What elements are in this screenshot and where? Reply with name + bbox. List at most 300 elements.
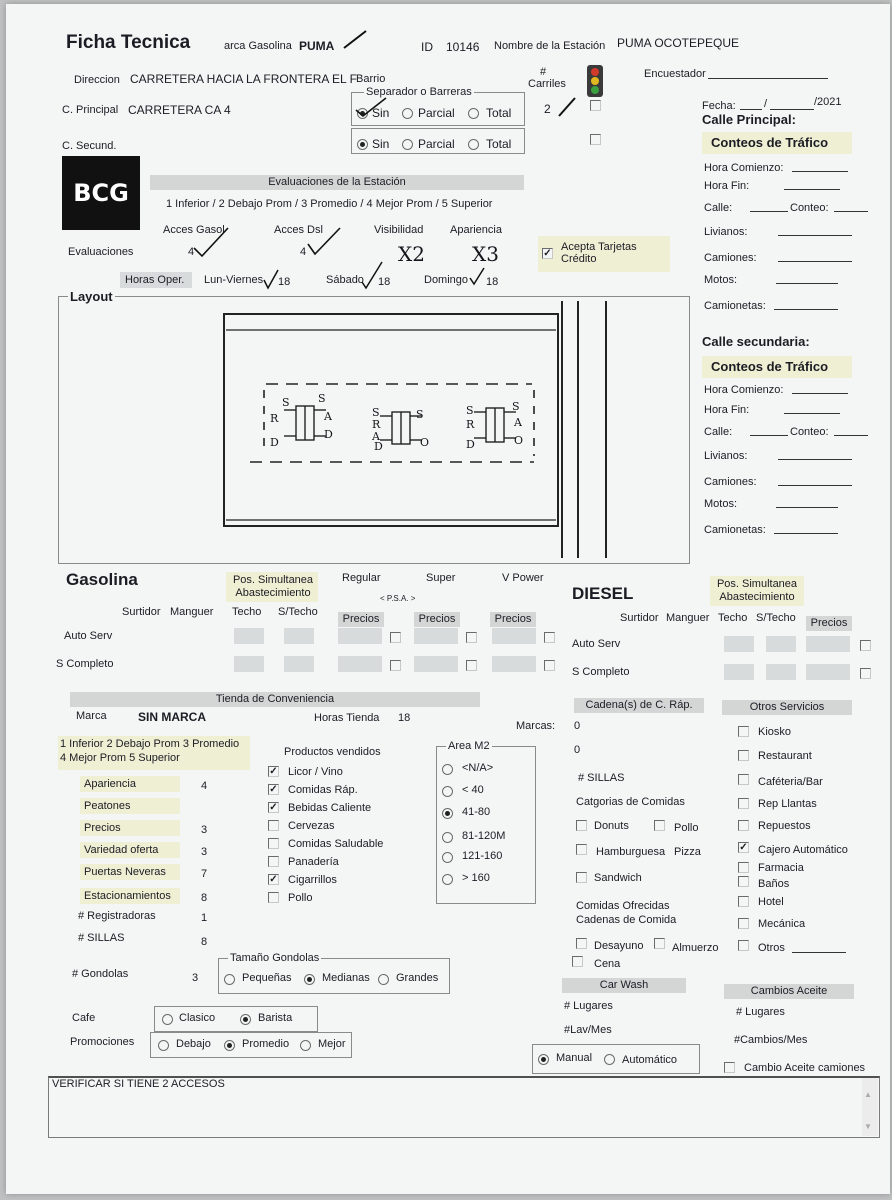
gas-scompleto-precio-regular[interactable] bbox=[338, 656, 382, 672]
gas-autoserv-techo[interactable] bbox=[234, 628, 264, 644]
tienda-marca-label: Marca bbox=[76, 710, 107, 722]
camiones-label-principal: Camiones: bbox=[704, 252, 757, 264]
conteo-line-secundaria[interactable] bbox=[834, 435, 868, 436]
carriles-label: # Carriles bbox=[528, 66, 566, 90]
diesel-title: DIESEL bbox=[572, 584, 634, 603]
radio-parcial-label: Parcial bbox=[418, 106, 455, 120]
carriles-check-secundaria[interactable] bbox=[590, 134, 601, 145]
diesel-autoserv-techo[interactable] bbox=[724, 636, 754, 652]
gasolina-row-scompleto: S Completo bbox=[56, 658, 114, 670]
cadena-sillas-label: # SILLAS bbox=[578, 772, 625, 784]
aceite-cambios-label: #Cambios/Mes bbox=[734, 1034, 808, 1046]
scroll-down-icon[interactable]: ▼ bbox=[864, 1122, 872, 1131]
handwritten-check-acces-gasol bbox=[192, 226, 232, 260]
calle-line-principal[interactable] bbox=[750, 211, 788, 212]
gas-autoserv-stecho[interactable] bbox=[284, 628, 314, 644]
camiones-line-secundaria[interactable] bbox=[778, 485, 852, 486]
bcg-logo: BCG bbox=[62, 156, 140, 230]
pump-letter: R bbox=[466, 418, 475, 431]
cadenas-comida-label: Cadenas de Comida bbox=[576, 914, 677, 926]
tamano-title: Tamaño Gondolas bbox=[230, 952, 320, 964]
cafe-label-clasico: Clasico bbox=[179, 1012, 216, 1024]
lun-viernes-value: 18 bbox=[278, 276, 291, 288]
cafe-radio-clasico[interactable] bbox=[162, 1014, 173, 1025]
motos-label-principal: Motos: bbox=[704, 274, 738, 286]
servicio-check-farmacia[interactable] bbox=[738, 862, 749, 873]
pump-letter: D bbox=[374, 440, 383, 453]
hora-comienzo-label-principal: Hora Comienzo: bbox=[704, 162, 784, 174]
tienda-horas-value: 18 bbox=[398, 712, 411, 724]
rating-label-registradoras: # Registradoras bbox=[78, 910, 156, 922]
handwritten-carriles-mark bbox=[556, 96, 578, 118]
diesel-autoserv-stecho[interactable] bbox=[766, 636, 796, 652]
servicio-label-kiosko: Kiosko bbox=[758, 726, 792, 738]
carwash-lugares-label: # Lugares bbox=[564, 1000, 613, 1012]
tienda-scale-a: 1 Inferior 2 Debajo Prom 3 Promedio bbox=[60, 738, 240, 750]
producto-check-licor[interactable]: ✓ bbox=[269, 766, 278, 777]
comida-label-desayuno: Desayuno bbox=[594, 940, 644, 952]
livianos-label-secundaria: Livianos: bbox=[704, 450, 748, 462]
fecha-day-line bbox=[740, 109, 762, 110]
rating-value-sillas: 8 bbox=[201, 936, 208, 948]
rating-value-precios: 3 bbox=[201, 824, 208, 836]
radio-total-label-2: Total bbox=[486, 137, 512, 151]
tamano-radio-medianas[interactable] bbox=[304, 974, 315, 985]
area-title: Area M2 bbox=[448, 740, 490, 752]
area-radio-na[interactable] bbox=[442, 764, 453, 775]
radio-total-label: Total bbox=[486, 106, 512, 120]
pump-letter: R bbox=[270, 412, 279, 425]
gas-autoserv-check-regular[interactable] bbox=[390, 632, 401, 643]
gas-scompleto-techo[interactable] bbox=[234, 656, 264, 672]
cafe-radio-barista[interactable] bbox=[240, 1014, 251, 1025]
categoria-check-donuts[interactable] bbox=[576, 820, 587, 831]
pump-letter: S bbox=[512, 400, 520, 413]
otros-servicios-header: Otros Servicios bbox=[722, 700, 852, 715]
producto-label-cervezas: Cervezas bbox=[288, 820, 335, 832]
tamano-label-grandes: Grandes bbox=[396, 972, 439, 984]
diesel-autoserv-precio[interactable] bbox=[806, 636, 850, 652]
layout-label: Layout bbox=[70, 289, 113, 304]
camiones-line-principal[interactable] bbox=[778, 261, 852, 262]
csecund-label: C. Secund. bbox=[62, 140, 117, 152]
area-radio-40[interactable] bbox=[442, 786, 453, 797]
servicio-label-mecanica: Mecánica bbox=[758, 918, 806, 930]
comida-check-desayuno[interactable] bbox=[576, 938, 587, 949]
producto-check-cigarrillos[interactable]: ✓ bbox=[269, 874, 278, 885]
tienda-horas-label: Horas Tienda bbox=[314, 712, 380, 724]
fecha-label: Fecha: bbox=[702, 100, 736, 112]
area-label-na: <N/A> bbox=[462, 762, 494, 774]
categoria-label-donuts: Donuts bbox=[594, 820, 629, 832]
camionetas-line-principal[interactable] bbox=[774, 309, 838, 310]
pump-letter: A bbox=[372, 430, 380, 443]
pump-letter: O bbox=[514, 434, 524, 447]
diesel-scompleto-techo[interactable] bbox=[724, 664, 754, 680]
gondolas-label: # Gondolas bbox=[72, 968, 129, 980]
servicio-check-hotel[interactable] bbox=[738, 896, 749, 907]
tienda-marca-value: SIN MARCA bbox=[138, 710, 206, 724]
producto-check-bebidas[interactable]: ✓ bbox=[269, 802, 278, 813]
producto-label-saludable: Comidas Saludable bbox=[288, 838, 384, 850]
tienda-header: Tienda de Conveniencia bbox=[70, 692, 480, 707]
eval-acces-gasol-label: Acces Gasol bbox=[163, 224, 225, 236]
carwash-lavmes-label: #Lav/Mes bbox=[564, 1024, 612, 1036]
camionetas-label-principal: Camionetas: bbox=[704, 300, 766, 312]
fecha-year: /2021 bbox=[814, 96, 842, 108]
servicio-check-otros[interactable] bbox=[738, 940, 749, 951]
categoria-label-pizza: Pizza bbox=[674, 846, 701, 858]
gas-autoserv-precio-super[interactable] bbox=[414, 628, 458, 644]
eval-acces-dsl-label: Acces Dsl bbox=[274, 224, 323, 236]
comida-check-almuerzo[interactable] bbox=[654, 938, 665, 949]
gasolina-precios-regular: Precios bbox=[338, 612, 384, 627]
servicio-label-banos: Baños bbox=[758, 878, 790, 890]
direccion-value: CARRETERA HACIA LA FRONTERA EL F bbox=[130, 72, 357, 86]
radio-parcial-principal[interactable] bbox=[402, 108, 413, 119]
servicio-check-cajero[interactable]: ✓ bbox=[739, 842, 748, 853]
camiones-label-secundaria: Camiones: bbox=[704, 476, 757, 488]
gasolina-title: Gasolina bbox=[66, 570, 138, 589]
tamano-label-pequenas: Pequeñas bbox=[242, 972, 292, 984]
radio-total-principal[interactable] bbox=[468, 108, 479, 119]
servicio-check-kiosko[interactable] bbox=[738, 726, 749, 737]
gas-scompleto-check-regular[interactable] bbox=[390, 660, 401, 671]
hora-fin-line-principal[interactable] bbox=[784, 189, 840, 190]
comida-label-cena: Cena bbox=[594, 958, 621, 970]
promo-radio-promedio[interactable] bbox=[224, 1040, 235, 1051]
rating-value-apariencia: 4 bbox=[201, 780, 208, 792]
rating-label-estacionamientos: Estacionamientos bbox=[84, 890, 171, 902]
servicio-label-cajero: Cajero Automático bbox=[758, 844, 848, 856]
notes-text: VERIFICAR SI TIENE 2 ACCESOS bbox=[52, 1078, 225, 1090]
handwritten-slash-mark bbox=[340, 28, 370, 50]
producto-check-comidas[interactable]: ✓ bbox=[269, 784, 278, 795]
gas-autoserv-check-vpower[interactable] bbox=[544, 632, 555, 643]
domingo-label: Domingo bbox=[424, 274, 469, 286]
promo-label-mejor: Mejor bbox=[318, 1038, 346, 1050]
conteos-title-principal: Conteos de Tráfico bbox=[711, 135, 829, 150]
camionetas-label-secundaria: Camionetas: bbox=[704, 524, 766, 536]
gasolina-col-techo: Techo bbox=[232, 606, 262, 618]
servicio-check-cafeteria[interactable] bbox=[738, 774, 749, 785]
encuestador-line bbox=[708, 78, 828, 79]
gasolina-super-label: Super bbox=[426, 572, 456, 584]
gas-autoserv-precio-vpower[interactable] bbox=[492, 628, 536, 644]
gas-autoserv-check-super[interactable] bbox=[466, 632, 477, 643]
cadena-marcas-value: 0 bbox=[574, 720, 581, 732]
conteo-label-secundaria: Conteo: bbox=[790, 426, 829, 438]
radio-parcial-secundaria[interactable] bbox=[402, 139, 413, 150]
eval-visibilidad-label: Visibilidad bbox=[374, 224, 424, 236]
carwash-label-automatico: Automático bbox=[622, 1054, 678, 1066]
categoria-check-sandwich[interactable] bbox=[576, 872, 587, 883]
pump-letter: D bbox=[270, 436, 279, 449]
comida-check-cena[interactable] bbox=[572, 956, 583, 967]
area-radio-41-80[interactable] bbox=[442, 808, 453, 819]
tamano-label-medianas: Medianas bbox=[322, 972, 370, 984]
categoria-check-hamburguesa[interactable] bbox=[576, 844, 587, 855]
diesel-scompleto-precio[interactable] bbox=[806, 664, 850, 680]
area-radio-81-120[interactable] bbox=[442, 832, 453, 843]
rating-value-registradoras: 1 bbox=[201, 912, 208, 924]
calle-line-secundaria[interactable] bbox=[750, 435, 788, 436]
diesel-row-scompleto: S Completo bbox=[572, 666, 630, 678]
rating-label-precios: Precios bbox=[84, 822, 121, 834]
gasolina-col-stecho: S/Techo bbox=[278, 606, 318, 618]
producto-label-comidas: Comidas Ráp. bbox=[288, 784, 358, 796]
area-label-40: < 40 bbox=[462, 784, 484, 796]
area-label-81-120: 81-120M bbox=[462, 830, 506, 842]
comidas-ofrecidas-label: Comidas Ofrecidas bbox=[576, 900, 670, 912]
gas-scompleto-precio-super[interactable] bbox=[414, 656, 458, 672]
tamano-radio-grandes[interactable] bbox=[378, 974, 389, 985]
rating-label-apariencia: Apariencia bbox=[84, 778, 136, 790]
cadena-marcas-label: Marcas: bbox=[516, 720, 556, 732]
station-label: Nombre de la Estación bbox=[494, 40, 606, 52]
radio-sin-label: Sin bbox=[372, 106, 390, 120]
servicio-check-mecanica[interactable] bbox=[738, 918, 749, 929]
barrio-label: Barrio bbox=[356, 73, 386, 85]
promociones-label: Promociones bbox=[70, 1036, 135, 1048]
hora-fin-line-secundaria[interactable] bbox=[784, 413, 840, 414]
evaluaciones-scale: 1 Inferior / 2 Debajo Prom / 3 Promedio / 4 Mejor Prom / 5 Superior bbox=[166, 198, 493, 210]
rating-value-estacionamientos: 8 bbox=[201, 892, 208, 904]
servicio-label-repuestos: Repuestos bbox=[758, 820, 811, 832]
traffic-light-icon bbox=[584, 64, 606, 98]
pump-letter: S bbox=[466, 404, 474, 417]
fecha-month-line bbox=[770, 109, 814, 110]
rating-label-neveras: Puertas Neveras bbox=[84, 866, 166, 878]
producto-check-saludable[interactable] bbox=[268, 838, 279, 849]
marca-label: arca Gasolina bbox=[224, 40, 292, 52]
diesel-col-manguer: Manguer bbox=[666, 612, 710, 624]
diesel-col-stecho: S/Techo bbox=[756, 612, 796, 624]
gas-scompleto-precio-vpower[interactable] bbox=[492, 656, 536, 672]
categorias-label: Catgorias de Comidas bbox=[576, 796, 685, 808]
carriles-value: 2 bbox=[544, 102, 551, 116]
area-radio-121-160[interactable] bbox=[442, 852, 453, 863]
gas-autoserv-precio-regular[interactable] bbox=[338, 628, 382, 644]
otros-line[interactable] bbox=[792, 952, 846, 953]
sabado-value: 18 bbox=[378, 276, 391, 288]
cprincipal-value: CARRETERA CA 4 bbox=[128, 103, 231, 117]
form-title: Ficha Tecnica bbox=[66, 32, 191, 53]
motos-line-principal[interactable] bbox=[776, 283, 838, 284]
separador-label: Separador o Barreras bbox=[366, 86, 472, 98]
motos-line-secundaria[interactable] bbox=[776, 507, 838, 508]
gasolina-pos-label: Pos. Simultanea Abastecimiento bbox=[232, 574, 314, 599]
eval-acces-gasol-value: 4 bbox=[188, 246, 195, 258]
tarjetas-check[interactable]: ✓ bbox=[543, 248, 552, 259]
aceite-camiones-check[interactable] bbox=[724, 1062, 735, 1073]
diesel-col-techo: Techo bbox=[718, 612, 748, 624]
servicio-label-hotel: Hotel bbox=[758, 896, 784, 908]
rating-label-sillas: # SILLAS bbox=[78, 932, 125, 944]
categoria-check-pollo[interactable] bbox=[654, 820, 665, 831]
livianos-line-secundaria[interactable] bbox=[778, 459, 852, 460]
servicio-check-banos[interactable] bbox=[738, 876, 749, 887]
servicio-check-restaurant[interactable] bbox=[738, 750, 749, 761]
radio-sin-secundaria[interactable] bbox=[357, 139, 368, 150]
domingo-value: 18 bbox=[486, 276, 499, 288]
id-label: ID bbox=[421, 40, 433, 54]
cadena-value-2: 0 bbox=[574, 744, 581, 756]
servicio-label-cafeteria: Caféteria/Bar bbox=[758, 776, 823, 788]
evaluaciones-row-label: Evaluaciones bbox=[68, 246, 134, 258]
producto-check-pollo[interactable] bbox=[268, 892, 279, 903]
pump-letter: S bbox=[416, 408, 424, 421]
handwritten-check-domingo bbox=[468, 266, 486, 288]
handwritten-x3: X3 bbox=[472, 242, 499, 266]
promo-radio-mejor[interactable] bbox=[300, 1040, 311, 1051]
hora-fin-label-principal: Hora Fin: bbox=[704, 180, 750, 192]
carwash-header: Car Wash bbox=[562, 978, 686, 993]
pump-letter: O bbox=[420, 436, 430, 449]
marca-value: PUMA bbox=[299, 39, 335, 53]
gasolina-regular-label: Regular bbox=[342, 572, 381, 584]
pump-letter: R bbox=[372, 418, 381, 431]
producto-check-panaderia[interactable] bbox=[268, 856, 279, 867]
handwritten-check-lunvie bbox=[262, 268, 280, 290]
pump-letter: A bbox=[324, 410, 332, 423]
gasolina-precios-super: Precios bbox=[414, 612, 460, 627]
categoria-label-pollo: Pollo bbox=[674, 822, 699, 834]
gas-scompleto-check-vpower[interactable] bbox=[544, 660, 555, 671]
station-value: PUMA OCOTEPEQUE bbox=[617, 36, 740, 50]
servicio-label-otros: Otros bbox=[758, 942, 785, 954]
calle-label-principal: Calle: bbox=[704, 202, 733, 214]
radio-sin-label-2: Sin bbox=[372, 137, 390, 151]
cprincipal-label: C. Principal bbox=[62, 104, 119, 116]
radio-parcial-label-2: Parcial bbox=[418, 137, 455, 151]
hora-fin-label-secundaria: Hora Fin: bbox=[704, 404, 750, 416]
gasolina-col-manguer: Manguer bbox=[170, 606, 214, 618]
id-value: 10146 bbox=[446, 40, 480, 54]
cafe-label-barista: Barista bbox=[258, 1012, 293, 1024]
hora-comienzo-line-principal[interactable] bbox=[792, 171, 848, 172]
servicio-label-llantas: Rep Llantas bbox=[758, 798, 817, 810]
tienda-scale-b: 4 Mejor Prom 5 Superior bbox=[60, 752, 180, 764]
producto-label-cigarrillos: Cigarrillos bbox=[288, 874, 337, 886]
livianos-line-principal[interactable] bbox=[778, 235, 852, 236]
promo-label-promedio: Promedio bbox=[242, 1038, 290, 1050]
carwash-radio-manual[interactable] bbox=[538, 1054, 549, 1065]
gas-scompleto-check-super[interactable] bbox=[466, 660, 477, 671]
gondolas-value: 3 bbox=[192, 972, 199, 984]
diesel-scompleto-stecho[interactable] bbox=[766, 664, 796, 680]
promo-radio-debajo[interactable] bbox=[158, 1040, 169, 1051]
aceite-camiones-label: Cambio Aceite camiones bbox=[744, 1062, 866, 1074]
diesel-scompleto-check[interactable] bbox=[860, 668, 871, 679]
cafe-label: Cafe bbox=[72, 1012, 96, 1024]
diesel-col-surtidor: Surtidor bbox=[620, 612, 659, 624]
servicio-label-farmacia: Farmacia bbox=[758, 862, 804, 874]
carwash-radio-automatico[interactable] bbox=[604, 1054, 615, 1065]
rating-label-peatones: Peatones bbox=[84, 800, 131, 812]
rating-value-neveras: 7 bbox=[201, 868, 208, 880]
diesel-pos-label: Pos. Simultanea Abastecimiento bbox=[716, 578, 798, 603]
eval-acces-dsl-value: 4 bbox=[300, 246, 307, 258]
eval-apariencia-label: Apariencia bbox=[450, 224, 502, 236]
producto-check-cervezas[interactable] bbox=[268, 820, 279, 831]
handwritten-check-sabado bbox=[360, 260, 384, 290]
producto-label-bebidas: Bebidas Caliente bbox=[288, 802, 372, 814]
rating-value-variedad: 3 bbox=[201, 846, 208, 858]
pump-letter: A bbox=[514, 416, 522, 429]
carwash-label-manual: Manual bbox=[556, 1052, 593, 1064]
comida-label-almuerzo: Almuerzo bbox=[672, 942, 719, 954]
encuestador-label: Encuestador bbox=[644, 68, 706, 80]
horas-oper-label: Horas Oper. bbox=[125, 274, 185, 286]
handwritten-check-acces-dsl bbox=[306, 226, 346, 260]
area-label-121-160: 121-160 bbox=[462, 850, 503, 862]
handwritten-x2: X2 bbox=[398, 242, 425, 266]
cambios-aceite-header: Cambios Aceite bbox=[724, 984, 854, 999]
direccion-label: Direccion bbox=[74, 74, 120, 86]
productos-title: Productos vendidos bbox=[284, 746, 381, 758]
calle-label-secundaria: Calle: bbox=[704, 426, 733, 438]
gasolina-col-surtidor: Surtidor bbox=[122, 606, 161, 618]
hora-comienzo-label-secundaria: Hora Comienzo: bbox=[704, 384, 784, 396]
cadena-header: Cadena(s) de C. Ráp. bbox=[574, 698, 704, 713]
categoria-label-sandwich: Sandwich bbox=[594, 872, 642, 884]
gasolina-row-autoserv: Auto Serv bbox=[64, 630, 113, 642]
pump-letter: S bbox=[372, 406, 380, 419]
pump-letter: S bbox=[282, 396, 290, 409]
producto-label-panaderia: Panadería bbox=[288, 856, 339, 868]
diesel-autoserv-check[interactable] bbox=[860, 640, 871, 651]
radio-total-secundaria[interactable] bbox=[468, 139, 479, 150]
scroll-up-icon[interactable]: ▲ bbox=[864, 1090, 872, 1099]
tarjetas-label: Acepta Tarjetas Crédito bbox=[561, 241, 637, 265]
gas-scompleto-stecho[interactable] bbox=[284, 656, 314, 672]
conteos-title-secundaria: Conteos de Tráfico bbox=[711, 359, 829, 374]
diesel-row-autoserv: Auto Serv bbox=[572, 638, 621, 650]
pump-letter: D bbox=[324, 428, 333, 441]
evaluaciones-header: Evaluaciones de la Estación bbox=[150, 175, 524, 190]
aceite-lugares-label: # Lugares bbox=[736, 1006, 785, 1018]
tamano-radio-pequenas[interactable] bbox=[224, 974, 235, 985]
rating-label-variedad: Variedad oferta bbox=[84, 844, 159, 856]
sabado-label: Sábado bbox=[326, 274, 364, 286]
form-sheet: Ficha Tecnica arca Gasolina PUMA ID 10146 Nombre de la Estación PUMA OCOTEPEQUE Encuestador Direccion CARRETERA HACIA LA FRONTERA EL F Barrio C. Principal CARRETERA CA 4 C. Secund. Separador o Barreras Sin Parcial Total Sin Parcial Total # Carriles 2 BCG Evaluaciones de la Estación 1 Inferior / 2 Debajo Prom / 3 Promedio / 4 Mejor Prom / 5 Superior Evaluaciones Acces Gasol 4 Acces Dsl 4 Visibilidad Apariencia X2 X3 ✓ Acepta Tarjetas Crédito Horas Oper. Lun-Viernes 18 Sábado 18 Domingo 18 Layout S S R A D D S S R A D O S S R A D O Fecha: / /2021 Calle Principal: Conteos de Tráfico Hora Comienzo: Hora Fin: Calle: Conteo: Livianos: Camiones: Motos: Camionetas: Calle secundaria: Conteos de Tráfico Hora Comienzo: Hora Fin: Calle: Conteo: Livianos: Camiones: Motos: Camionetas: Gasolina Pos. Simultanea Abastecimiento Regular Super V Power < P.S.A. > Surtidor Manguer Techo S/Techo Precios Precios Precios Auto Serv S Completo DIESEL Pos. Simultanea Abastecimiento Surtidor Manguer Techo S/Techo Precios Auto Serv S Completo Tienda de Conveniencia Marca SIN MARCA Horas Tienda 18 1 Inferior 2 Debajo Prom 3 Promedio 4 Mejor Prom 5 Superior Apariencia 4 Peatones Precios 3 Variedad oferta 3 Puertas Neveras 7 Estacionamientos 8 # Registradoras 1 # SILLAS 8 Productos vendidos ✓ Licor / Vino ✓ Comidas Ráp. ✓ Bebidas Caliente Cervezas Comidas Saludable Panadería ✓ Cigarrillos Pollo Area M2 <N/A> < 40 41-80 81-120M 121-160 > 160 # Gondolas 3 Tamaño Gondolas Pequeñas Medianas Grandes Cafe Clasico Barista Promociones Debajo Promedio Mejor Cadena(s) de C. Ráp. Marcas: 0 0 # SILLAS Catgorias de Comidas Donuts Pollo Hamburguesa Pizza Sandwich Comidas Ofrecidas Cadenas de Comida Desayuno Almuerzo Cena Car Wash # Lugares #Lav/Mes Manual Automático Otros Servicios Kiosko Restaurant Caféteria/Bar Rep Llantas Repuestos ✓ Cajero Automático Farmacia Baños Hotel Mecánica Otros Cambios Aceite # Lugares #Cambios/Mes Cambio Aceite camiones VERIFICAR SI TIENE 2 ACCESOS ▲ ▼ bbox=[6, 4, 890, 1194]
area-label-41-80: 41-80 bbox=[462, 806, 491, 818]
livianos-label-principal: Livianos: bbox=[704, 226, 748, 238]
servicio-check-llantas[interactable] bbox=[738, 798, 749, 809]
promo-label-debajo: Debajo bbox=[176, 1038, 211, 1050]
gasolina-precios-vpower: Precios bbox=[490, 612, 536, 627]
diesel-precios: Precios bbox=[806, 616, 852, 631]
calle-principal-title: Calle Principal: bbox=[702, 112, 796, 127]
calle-secundaria-title: Calle secundaria: bbox=[702, 334, 810, 349]
producto-label-pollo: Pollo bbox=[288, 892, 313, 904]
hora-comienzo-line-secundaria[interactable] bbox=[792, 393, 848, 394]
area-radio-160[interactable] bbox=[442, 874, 453, 885]
gasolina-vpower-label: V Power bbox=[502, 572, 544, 584]
area-label-160: > 160 bbox=[462, 872, 490, 884]
carriles-check-principal[interactable] bbox=[590, 100, 601, 111]
pump-letter: S bbox=[318, 392, 326, 405]
gasolina-psa: < P.S.A. > bbox=[380, 594, 416, 603]
lun-viernes-label: Lun-Viernes bbox=[204, 274, 264, 286]
servicio-check-repuestos[interactable] bbox=[738, 820, 749, 831]
conteo-line-principal[interactable] bbox=[834, 211, 868, 212]
pump-letter: D bbox=[466, 438, 475, 451]
producto-label-licor: Licor / Vino bbox=[288, 766, 343, 778]
motos-label-secundaria: Motos: bbox=[704, 498, 738, 510]
camionetas-line-secundaria[interactable] bbox=[774, 533, 838, 534]
